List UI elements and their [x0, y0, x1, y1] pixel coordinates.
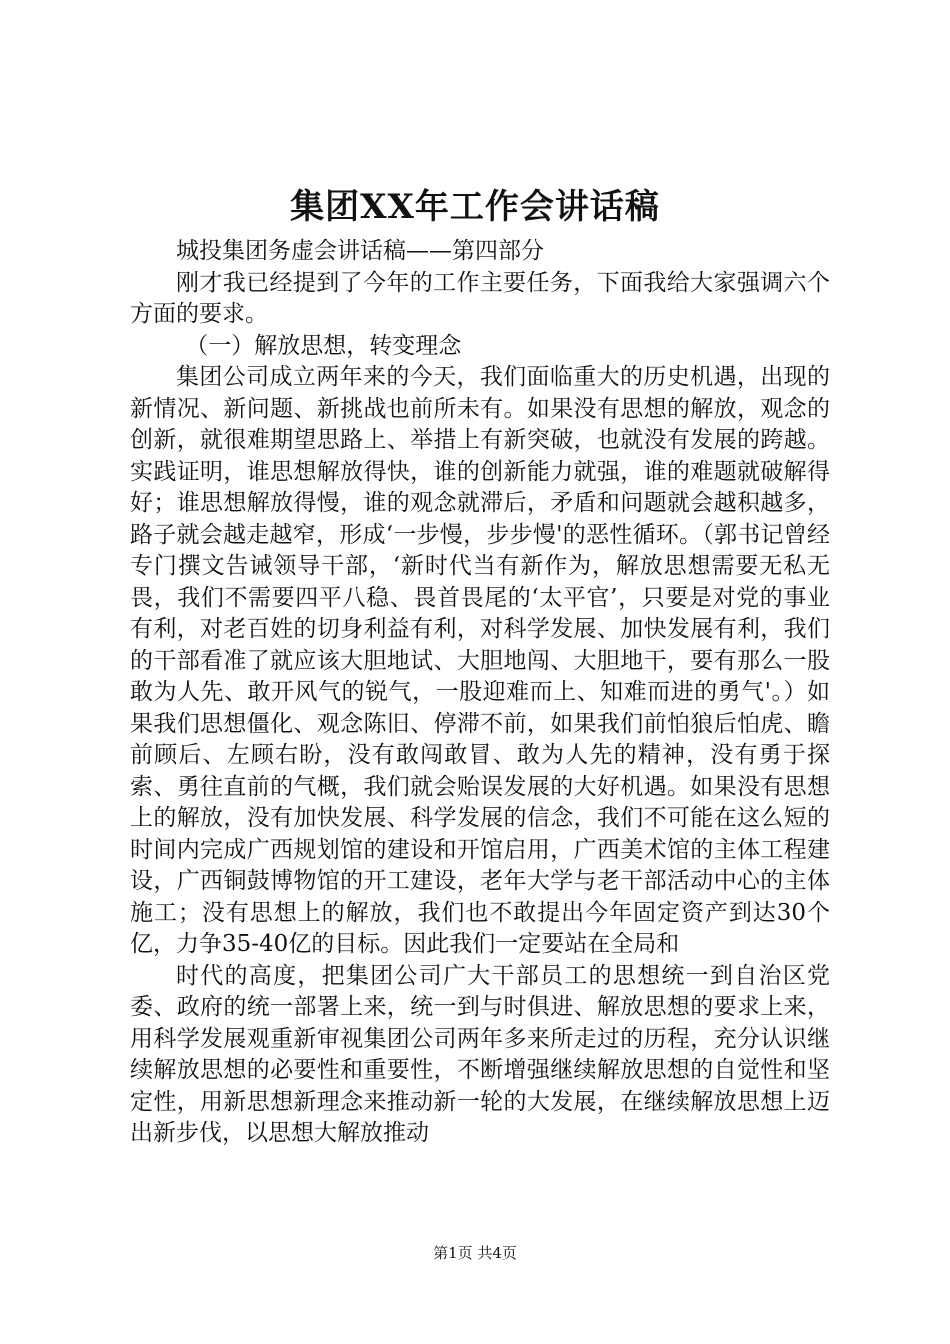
- document-body: [130, 236, 830, 1150]
- paragraph-body: 集团公司成立两年来的今天，我们面临重大的历史机遇，出现的新情况、新问题、新挑战也前所未有。如果没有思想的解放，观念的创新，就很难期望思路上、举措上有新突破，也就没有发展的跨越。实践证明，谁思想解放得快，谁的创新能力就强，谁的难题就破解得好；谁思想解放得慢，谁的观念就滞后，矛盾和问题就会越积越多，路子就会越走越窄，形成‘一步慢，步步慢'的恶性循环。（郭书记曾经专门撰文告诫领导干部，‘新时代当有新作为，解放思想需要无私无畏，我们不需要四平八稳、畏首畏尾的‘太平官’，只要是对党的事业有利，对老百姓的切身利益有利，对科学发展、加快发展有利，我们的干部看准了就应该大胆地试、大胆地闯、大胆地干，要有那么一股敢为人先、敢开风气的锐气，一股迎难而上、知难而进的勇气'。）如果我们思想僵化、观念陈旧、停滞不前，如果我们前怕狼后怕虎、瞻前顾后、左顾右盼，没有敢闯敢冒、敢为人先的精神，没有勇于探索、勇往直前的气概，我们就会贻误发展的大好机遇。如果没有思想上的解放，没有加快发展、科学发展的信念，我们不可能在这么短的时间内完成广西规划馆的建设和开馆启用，广西美术馆的主体工程建设，广西铜鼓博物馆的开工建设，老年大学与老干部活动中心的主体施工；没有思想上的解放，我们也不敢提出今年固定资产到达30个亿，力争35-40亿的目标。因此我们一定要站在全局和: [130, 364, 830, 957]
- document-title: 集团XX年工作会讲话稿: [290, 187, 660, 227]
- section-heading: （一）解放思想，转变理念: [185, 332, 462, 359]
- paragraph-subtitle: 城投集团务虚会讲话稿——第四部分: [176, 238, 544, 264]
- paragraph-continuation: 时代的高度，把集团公司广大干部员工的思想统一到自治区党委、政府的统一部署上来，统一到与时俱进、解放思想的要求上来，用科学发展观重新审视集团公司两年多来所走过的历程，充分认识继续解放思想的必要性和重要性，不断增强继续解放思想的自觉性和坚定性，用新思想新理念来推动新一轮的大发展，在继续解放思想上迈出新步伐，以思想大解放推动: [130, 962, 830, 1146]
- page-footer: 第1页 共4页: [433, 1244, 517, 1262]
- paragraph-intro: 刚才我已经提到了今年的工作主要任务，下面我给大家强调六个方面的要求。: [130, 269, 830, 327]
